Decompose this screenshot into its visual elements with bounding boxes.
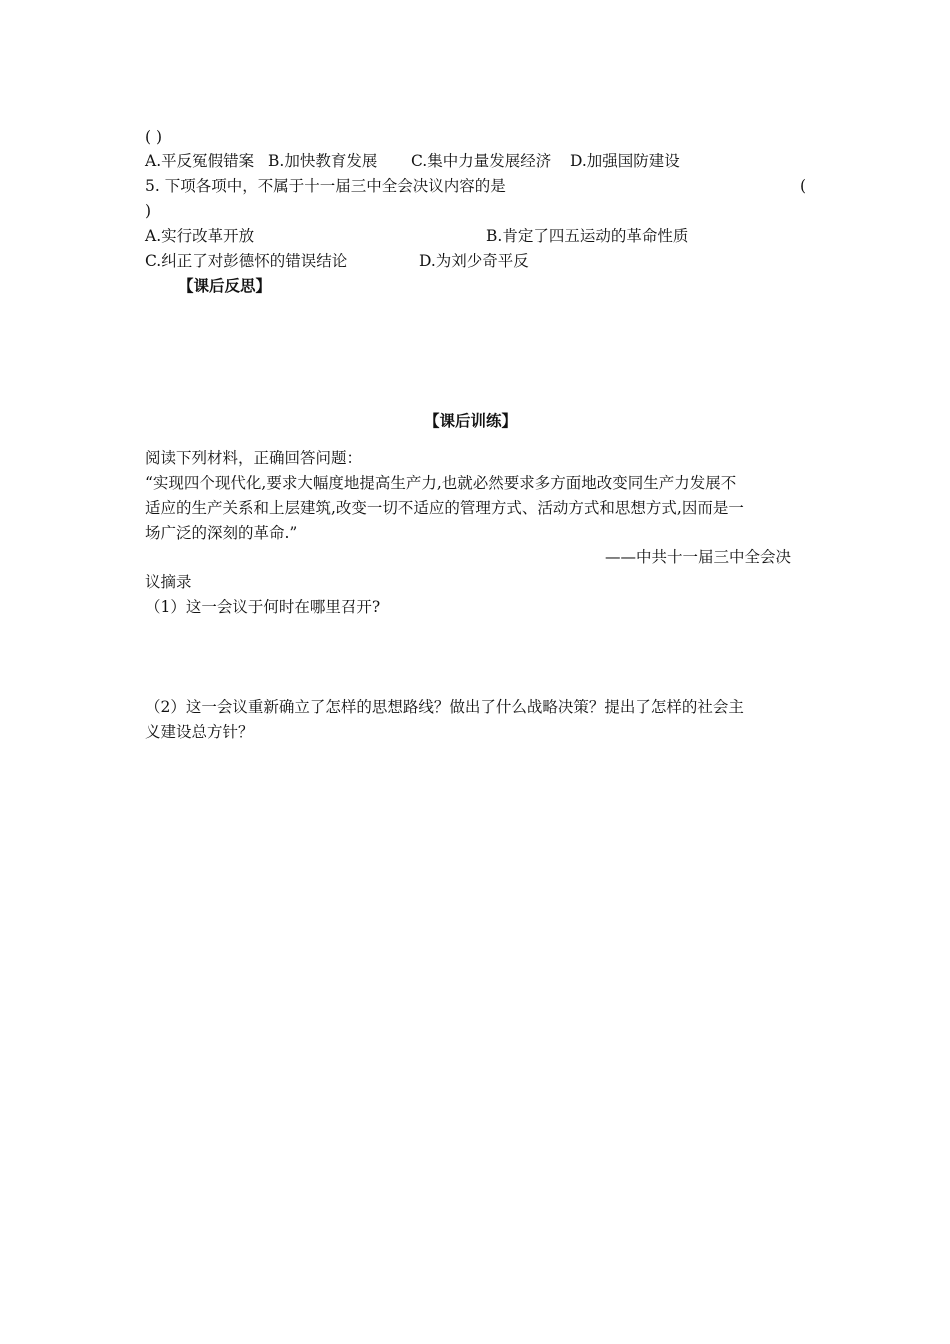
quote-line-1: “实现四个现代化,要求大幅度地提高生产力,也就必然要求多方面地改变同生产力发展不 bbox=[145, 474, 737, 492]
q4-option-b: B.加快教育发展 bbox=[268, 152, 378, 170]
q4-option-a: A.平反冤假错案 bbox=[145, 152, 255, 170]
q5-stem: 5. 下项各项中，不属于十一届三中全会决议内容的是 bbox=[145, 177, 506, 195]
quote-source-line-1: ——中共十一届三中全会决 bbox=[605, 548, 792, 566]
question-2-line-2: 义建设总方针？ bbox=[145, 723, 254, 741]
q4-paren: ( ) bbox=[145, 128, 163, 146]
q5-option-d: D.为刘少奇平反 bbox=[419, 252, 529, 270]
training-instruction: 阅读下列材料，正确回答问题： bbox=[145, 449, 363, 467]
q5-paren-close: ) bbox=[145, 202, 152, 220]
q5-option-a: A.实行改革开放 bbox=[145, 227, 255, 245]
training-heading: 【课后训练】 bbox=[424, 411, 518, 430]
quote-line-3: 场广泛的深刻的革命.” bbox=[145, 524, 298, 542]
quote-line-2: 适应的生产关系和上层建筑,改变一切不适应的管理方式、活动方式和思想方式,因而是一 bbox=[145, 499, 744, 517]
quote-source-line-2: 议摘录 bbox=[145, 573, 192, 591]
question-2-line-1: （2）这一会议重新确立了怎样的思想路线？做出了什么战略决策？提出了怎样的社会主 bbox=[145, 698, 744, 716]
q4-option-c: C.集中力量发展经济 bbox=[411, 152, 552, 170]
question-1: （1）这一会议于何时在哪里召开? bbox=[145, 598, 381, 616]
q5-paren-open: ( bbox=[800, 177, 807, 195]
reflection-heading: 【课后反思】 bbox=[178, 276, 272, 295]
q5-option-b: B.肯定了四五运动的革命性质 bbox=[486, 227, 689, 245]
q5-option-c: C.纠正了对彭德怀的错误结论 bbox=[145, 252, 348, 270]
q4-option-d: D.加强国防建设 bbox=[570, 152, 680, 170]
